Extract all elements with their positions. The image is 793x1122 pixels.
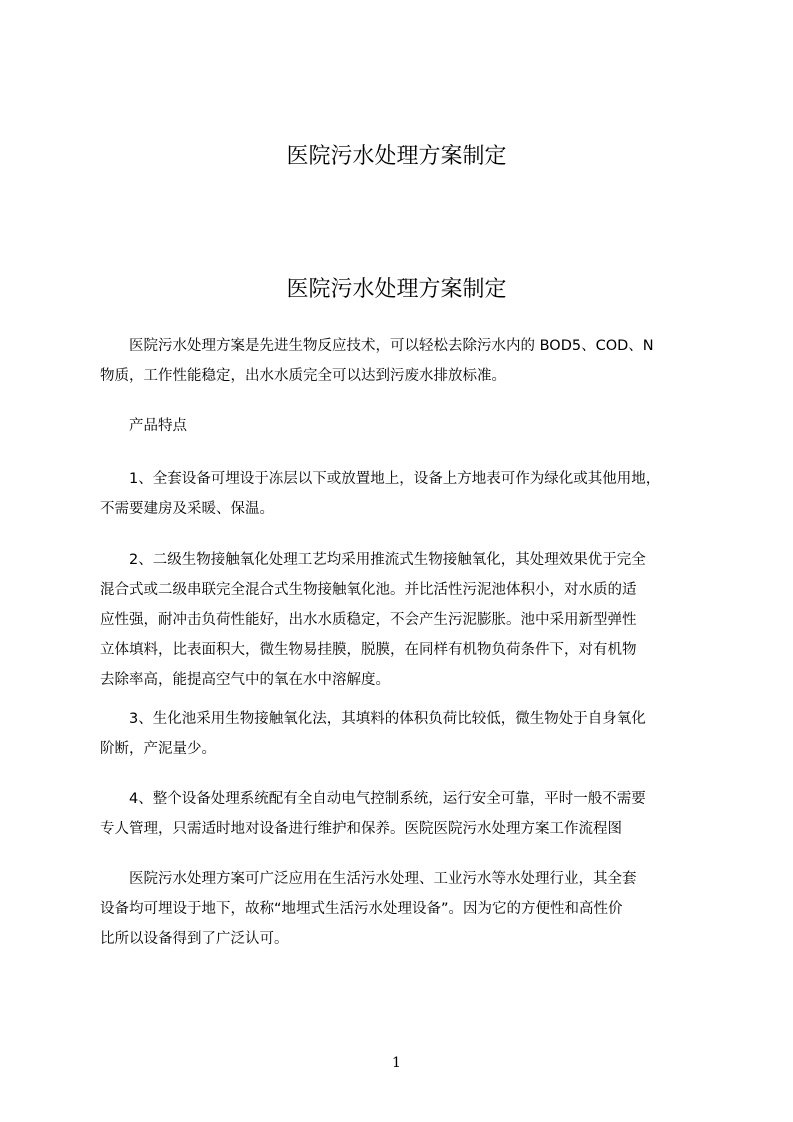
page-number: 1 xyxy=(392,1055,401,1071)
feature-item-4 xyxy=(100,784,720,844)
application-line: 设备均可埋设于地下，故称“地埋式生活污水处理设备”。因为它的方便性和高性价 xyxy=(100,901,623,917)
features-heading-text: 产品特点 xyxy=(129,418,187,434)
intro-paragraph xyxy=(100,331,720,391)
feature-item-3 xyxy=(100,704,720,764)
feature-item-line: 立体填料，比表面积大，微生物易挂膜，脱膜，在同样有机物负荷条件下，对有机物 xyxy=(100,642,637,658)
features-heading xyxy=(100,411,720,441)
intro-line: 医院污水处理方案是先进生物反应技术，可以轻松去除污水内的 BOD5、COD、N xyxy=(129,338,654,354)
feature-item-line: 去除率高，能提高空气中的氧在水中溶解度。 xyxy=(100,672,390,688)
feature-item-line: 1、全套设备可埋设于冻层以下或放置地上，设备上方地表可作为绿化或其他用地， xyxy=(129,471,661,487)
feature-item-2 xyxy=(100,545,720,695)
feature-item-line: 混合式或二级串联完全混合式生物接触氧化池。并比活性污泥池体积小，对水质的适 xyxy=(100,582,637,598)
main-title: 医院污水处理方案制定 xyxy=(286,277,507,302)
feature-item-line: 阶断，产泥量少。 xyxy=(100,741,216,757)
feature-item-line: 2、二级生物接触氧化处理工艺均采用推流式生物接触氧化，其处理效果优于完全 xyxy=(129,552,646,568)
feature-item-line: 4、整个设备处理系统配有全自动电气控制系统，运行安全可靠，平时一般不需要 xyxy=(129,791,646,807)
feature-item-line: 应性强，耐冲击负荷性能好，出水水质稳定，不会产生污泥膨胀。池中采用新型弹性 xyxy=(100,612,637,628)
intro-line: 物质，工作性能稳定，出水水质完全可以达到污废水排放标准。 xyxy=(100,368,506,384)
cover-title: 医院污水处理方案制定 xyxy=(286,144,507,169)
feature-item-line: 3、生化池采用生物接触氧化法，其填料的体积负荷比较低，微生物处于自身氧化 xyxy=(129,711,646,727)
feature-item-1 xyxy=(100,464,720,524)
application-line: 医院污水处理方案可广泛应用在生活污水处理、工业污水等水处理行业，其全套 xyxy=(129,871,637,887)
feature-item-line: 专人管理，只需适时地对设备进行维护和保养。医院医院污水处理方案工作流程图 xyxy=(100,821,622,837)
application-paragraph xyxy=(100,864,720,954)
application-line: 比所以设备得到了广泛认可。 xyxy=(100,931,289,947)
feature-item-line: 不需要建房及采暖、保温。 xyxy=(100,501,274,517)
